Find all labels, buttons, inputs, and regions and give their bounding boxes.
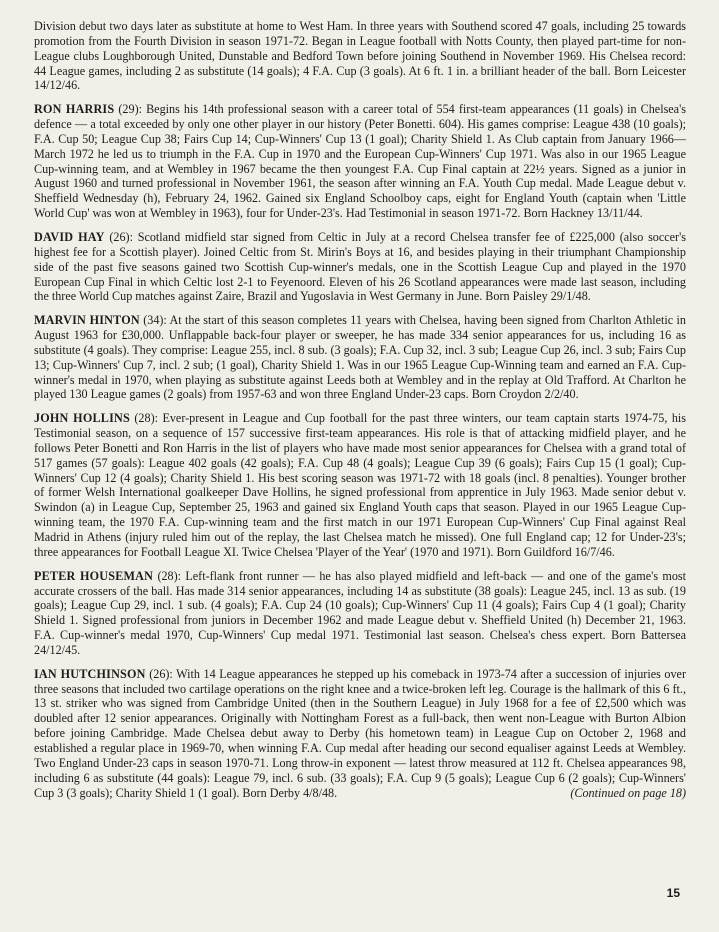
intro-paragraph [34, 19, 686, 93]
player-bio: (28): Ever-present in League and Cup football for the past three winters, our team captain starts 1974-75, his Testimonial season, on a sequence of 157 successive first-team appearances. His role is that of attacking midfield player, and he follows Peter Bonetti and Ron Harris in the list of players who have made most senior appearances for Chelsea with a grand total of 517 games (57 goals): League 402 goals (42 goals); F.A. Cup 48 (4 goals); League Cup 39 (6 goals); Fairs Cup 15 (1 goal); Cup-Winners' Cup 12 (4 goals); Charity Shield 1. His best scoring season was 1971-72 with 18 goals (incl. 8 penalties). Younger brother of former Welsh International goalkeeper Dave Hollins, he signed professional from apprentice in July 1963. Made senior debut v. Swindon (a) in League Cup, September 25, 1963 and gained six England Youth caps that season. Played in our 1965 League Cup-winning team, the 1970 F.A. Cup-winning team and the first match in our 1971 European Cup-Winners' Cup Final against Real Madrid in Athens (injury ruled him out of the replay, the last Chelsea match he missed). One full England cap; 12 for Under-23's; three appearances for Football League XI. Twice Chelsea 'Player of the Year' (1970 and 1971). Born Guildford 16/7/46. [34, 411, 686, 559]
player-name: RON HARRIS [34, 102, 115, 117]
profile-david-hay [34, 230, 686, 304]
article-body [34, 19, 686, 809]
profile-john-hollins [34, 411, 686, 559]
player-name: IAN HUTCHINSON [34, 666, 146, 681]
player-bio: (26): With 14 League appearances he stepped up his comeback in 1973-74 after a succession of injuries over three seasons that included two cartilage operations on the right knee and a twice-broken left leg. Courage is the hallmark of this 6 ft., 13 st. striker who was signed from Cambridge United (then in the Southern League) in July 1968 for a fee of £2,500 which was doubled after 12 senior appearances. Originally with Nottingham Forest as a full-back, then went non-League with Burton Albion before joining Cambridge. Made Chelsea debut away to Derby (his hometown team) in League Cup on October 2, 1968 and established a regular place in 1969-70, when winning F.A. Cup medal after heading our second equaliser against Leeds at Wembley. Two England Under-23 caps in season 1970-71. Long throw-in exponent — latest throw measured at 112 ft. Chelsea appearances 98, including 6 as substitute (44 goals): League 79, incl. 6 sub. (33 goals); F.A. Cup 9 (5 goals); League Cup 6 (2 goals); Cup-Winners' Cup 3 (3 goals); Charity Shield 1 (1 goal). Born Derby 4/8/48. [34, 666, 686, 800]
player-name: PETER HOUSEMAN [34, 568, 154, 583]
player-name: DAVID HAY [34, 229, 105, 244]
player-bio: (29): Begins his 14th professional season with a career total of 554 first-team appearances (11 goals) in Chelsea's defence — a total exceeded by only one other player in our history (Peter Bonetti. 604). His games comprise: League 438 (10 goals); F.A. Cup 50; League Cup 38; Fairs Cup 14; Cup-Winners' Cup 13 (1 goal); Charity Shield 1. As Club captain from January 1966—March 1972 he led us to triumph in the F.A. Cup in 1970 and the European Cup-Winners' Cup 1971. Was also in our 1965 League Cup-winning team, and at Wembley in 1967 became the then youngest F.A. Cup Final captain at 22½ years. Signed as a junior in August 1960 and turned professional in November 1961, the season after winning an F.A. Youth Cup medal. Made League debut v. Sheffield Wednesday (h), February 24, 1962. Gained six England Schoolboy caps, eight for England Youth (captain when 'Little World Cup' was won at Wembley in 1963), four for Under-23's. Had Testimonial in season 1971-72. Born Hackney 13/11/44. [34, 102, 686, 221]
player-name: MARVIN HINTON [34, 313, 140, 328]
profile-ian-hutchinson [34, 667, 686, 801]
player-bio: (26): Scotland midfield star signed from Celtic in July at a record Chelsea transfer fee of £225,000 (also soccer's highest fee for a Scottish player). Joined Celtic from St. Mirin's Boys at 16, and besides playing in their triumphant Championship side of the past five seasons gained two Scottish Cup-winner's medals, one in the Scottish League Cup and played in the 1970 European Cup Final in which Celtic lost 2-1 to Feyenoord. Eleven of his 26 Scotland appearances were made last season, including the three World Cup matches against Zaire, Brazil and Yugoslavia in West Germany in June. Born Paisley 29/1/48. [34, 229, 686, 304]
player-bio: (34): At the start of this season completes 11 years with Chelsea, having been signed from Charlton Athletic in August 1963 for £30,000. Unflappable back-four player or sweeper, he has made 334 senior appearances for us, including 16 as substitute (4 goals). They comprise: League 255, incl. 8 sub. (3 goals); F.A. Cup 32, incl. 3 sub; League Cup 26, incl. 3 sub; Fairs Cup 13; Cup-Winners' Cup 7, incl. 2 sub; (1 goal), Charity Shield 1. Was in our 1965 League Cup-Winning team and earned an F.A. Cup-winner's medal in 1970, when playing as substitute against Leeds both at Wembley and in the replay at Old Trafford. At Charlton he played 130 League games (2 goals) from 1957-63 and won three England Under-23 caps. Born Croydon 2/2/40. [34, 313, 686, 402]
player-name: JOHN HOLLINS [34, 411, 130, 426]
intro-text: Division debut two days later as substitute at home to West Ham. In three years with Southend scored 47 goals, including 25 towards promotion from the Fourth Division in season 1971-72. Began in League football with Notts County, then played part-time for non-League clubs Loughborough United, Dunstable and Bedford Town before joining Southend in November 1969. His Chelsea record: 44 League games, including 2 as substitute (14 goals); 4 F.A. Cup (3 goals). At 6 ft. 1 in. a brilliant header of the ball. Born Leicester 14/12/46. [34, 19, 686, 93]
profile-ron-harris [34, 102, 686, 221]
profile-peter-houseman [34, 569, 686, 658]
player-bio: (28): Left-flank front runner — he has also played midfield and left-back — and one of the game's most accurate crossers of the ball. Has made 314 senior appearances, including 14 as substitute (38 goals): League 245, incl. 13 as sub. (19 goals); League Cup 29, incl. 1 sub. (4 goals); F.A. Cup 24 (10 goals); Cup-Winners' Cup 11 (4 goals); Fairs Cup 4 (1 goal); Charity Shield 1. Signed professional from juniors in December 1962 and made League debut v. Sheffield United (h) December 21, 1963. F.A. Cup-winner's medal 1970, Cup-Winners' Cup medal 1971. Testimonial last season. Chelsea's chess expert. Born Battersea 24/12/45. [34, 568, 686, 657]
page-number: 15 [666, 886, 680, 900]
continued-note: (Continued on page 18) [570, 785, 686, 800]
profile-marvin-hinton [34, 313, 686, 402]
